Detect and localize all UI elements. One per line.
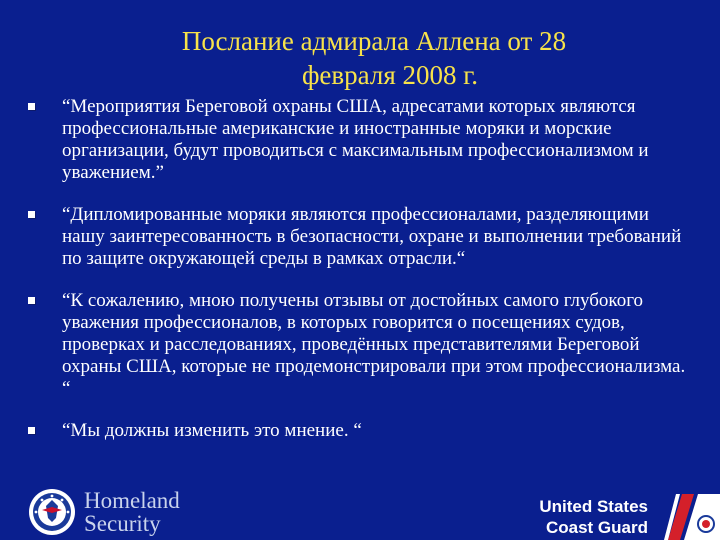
bullet-item xyxy=(28,204,692,270)
brand-line-1: Homeland xyxy=(84,488,180,513)
bullet-square-icon xyxy=(28,427,35,434)
bullet-text: “Мероприятия Береговой охраны США, адресатами которых являются профессиональные американские и иностранные моряки и морские организации, будут проводиться с максимальным профессионализмом и уважением.” xyxy=(62,96,649,183)
slide-title xyxy=(40,24,680,92)
brand-line-2: Security xyxy=(84,511,161,536)
bullet-item xyxy=(28,290,692,400)
title-line-2: февраля 2008 г. xyxy=(301,60,479,90)
bullet-text: “Дипломированные моряки являются профессионалами, разделяющими нашу заинтересованность в безопасности, охране и выполнении требований по защите окружающей среды в рамках отрасли.“ xyxy=(62,204,682,269)
coast-guard-stripe-icon xyxy=(664,494,720,540)
bullet-list xyxy=(28,96,692,462)
homeland-security-wordmark xyxy=(84,489,180,535)
bullet-square-icon xyxy=(28,297,35,304)
bullet-text: “Мы должны изменить это мнение. “ xyxy=(62,420,362,441)
bullet-square-icon xyxy=(28,103,35,110)
uscg-line-2: Coast Guard xyxy=(545,518,648,537)
bullet-item xyxy=(28,420,692,442)
dhs-seal-icon xyxy=(28,488,76,536)
bullet-item xyxy=(28,96,692,184)
title-line-1: Послание адмирала Аллена от 28 xyxy=(181,26,567,56)
bullet-text: “К сожалению, мною получены отзывы от достойных самого глубокого уважения профессионалов, в которых говорится о посещениях судов, проверках и расследованиях, проведённых представителями Береговой охраны США, которые не продемонстрировали при этом профессионализма. “ xyxy=(62,290,686,399)
homeland-security-logo xyxy=(28,488,180,536)
uscg-line-1: United States xyxy=(539,497,648,516)
bullet-square-icon xyxy=(28,211,35,218)
coast-guard-logo xyxy=(539,494,720,540)
coast-guard-wordmark xyxy=(539,496,648,538)
